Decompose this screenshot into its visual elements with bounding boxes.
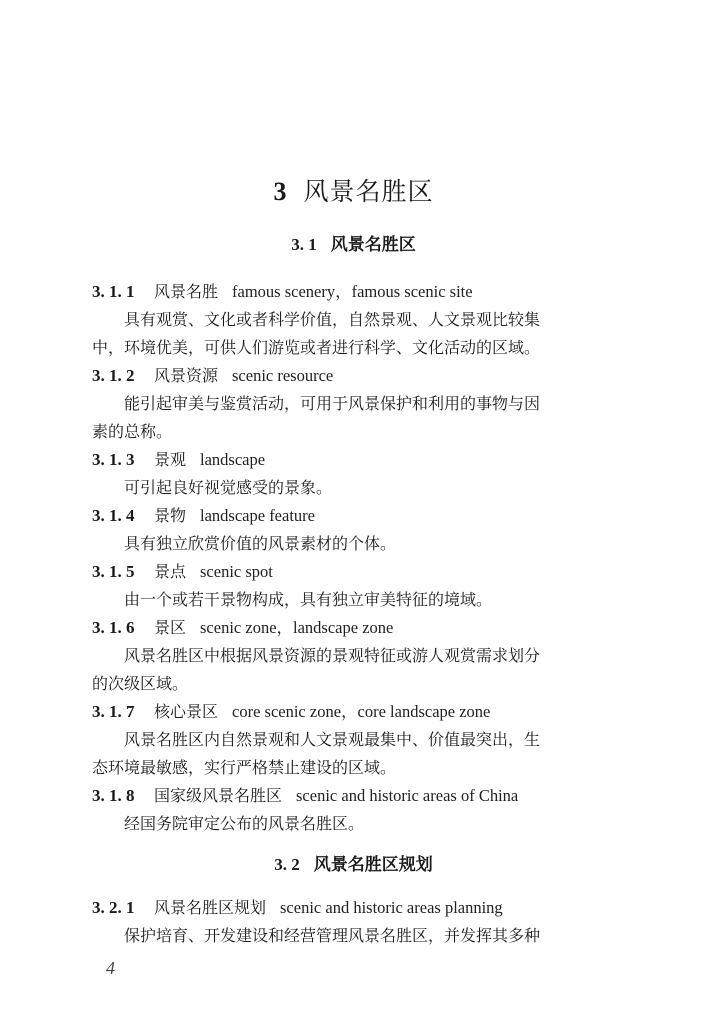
- term-english: scenic resource: [232, 366, 334, 385]
- term-heading: [92, 278, 622, 306]
- term-definition: 经国务院审定公布的风景名胜区。: [124, 814, 365, 833]
- term-heading: [92, 698, 622, 726]
- term-heading: [92, 782, 622, 810]
- term-definition: 具有独立欣赏价值的风景素材的个体。: [124, 534, 397, 553]
- term-english: core scenic zone，core landscape zone: [232, 702, 491, 721]
- term-heading: [92, 894, 622, 922]
- term-code: 3. 1. 5: [92, 562, 135, 581]
- term-heading: [92, 558, 622, 586]
- term-definition: 中，环境优美，可供人们游览或者进行科学、文化活动的区域。: [92, 338, 541, 357]
- section-title-text: 风景名胜区规划: [313, 855, 433, 875]
- term-definition: 能引起审美与鉴赏活动，可用于风景保护和利用的事物与因: [124, 394, 541, 413]
- section-title-text: 风景名胜区: [330, 235, 416, 255]
- term-definition: 风景名胜区内自然景观和人文景观最集中、价值最突出，生: [124, 730, 541, 749]
- term-definition: 具有观赏、文化或者科学价值，自然景观、人文景观比较集: [124, 310, 541, 329]
- chapter-title-text: 风景名胜区: [303, 177, 434, 206]
- term-english: scenic and historic areas of China: [296, 786, 519, 805]
- term-definition: 素的总称。: [92, 422, 173, 441]
- term-chinese: 核心景区: [154, 702, 219, 721]
- chapter-number: 3: [273, 177, 288, 206]
- section-3-2-body: [92, 894, 622, 950]
- section-title-3-2: [0, 852, 707, 878]
- section-number: 3. 1: [291, 235, 317, 254]
- term-definition: 由一个或若干景物构成，具有独立审美特征的境域。: [124, 590, 493, 609]
- term-english: scenic spot: [200, 562, 273, 581]
- term-chinese: 景物: [154, 506, 187, 525]
- page-number: 4: [106, 958, 115, 978]
- section-number: 3. 2: [274, 855, 300, 874]
- term-english: scenic zone，landscape zone: [200, 618, 394, 637]
- term-english: scenic and historic areas planning: [280, 898, 503, 917]
- section-3-1-body: [92, 278, 622, 838]
- term-chinese: 风景名胜: [154, 282, 219, 301]
- term-code: 3. 1. 8: [92, 786, 135, 805]
- term-definition: 态环境最敏感，实行严格禁止建设的区域。: [92, 758, 397, 777]
- term-definition: 保护培育、开发建设和经营管理风景名胜区，并发挥其多种: [124, 926, 541, 945]
- term-heading: [92, 362, 622, 390]
- term-code: 3. 1. 7: [92, 702, 135, 721]
- term-english: landscape: [200, 450, 266, 469]
- term-code: 3. 1. 3: [92, 450, 135, 469]
- term-chinese: 景区: [154, 618, 187, 637]
- term-definition: 风景名胜区中根据风景资源的景观特征或游人观赏需求划分: [124, 646, 541, 665]
- term-chinese: 景观: [154, 450, 187, 469]
- term-code: 3. 1. 4: [92, 506, 135, 525]
- chapter-title: [0, 172, 707, 212]
- term-code: 3. 1. 6: [92, 618, 135, 637]
- term-chinese: 风景资源: [154, 366, 219, 385]
- term-chinese: 国家级风景名胜区: [154, 786, 283, 805]
- term-heading: [92, 614, 622, 642]
- term-code: 3. 1. 1: [92, 282, 135, 301]
- term-definition: 的次级区域。: [92, 674, 189, 693]
- term-definition: 可引起良好视觉感受的景象。: [124, 478, 333, 497]
- term-heading: [92, 502, 622, 530]
- term-english: famous scenery，famous scenic site: [232, 282, 473, 301]
- term-english: landscape feature: [200, 506, 315, 525]
- term-code: 3. 2. 1: [92, 898, 135, 917]
- term-chinese: 景点: [154, 562, 187, 581]
- section-title-3-1: [0, 232, 707, 258]
- term-heading: [92, 446, 622, 474]
- term-code: 3. 1. 2: [92, 366, 135, 385]
- term-chinese: 风景名胜区规划: [154, 898, 267, 917]
